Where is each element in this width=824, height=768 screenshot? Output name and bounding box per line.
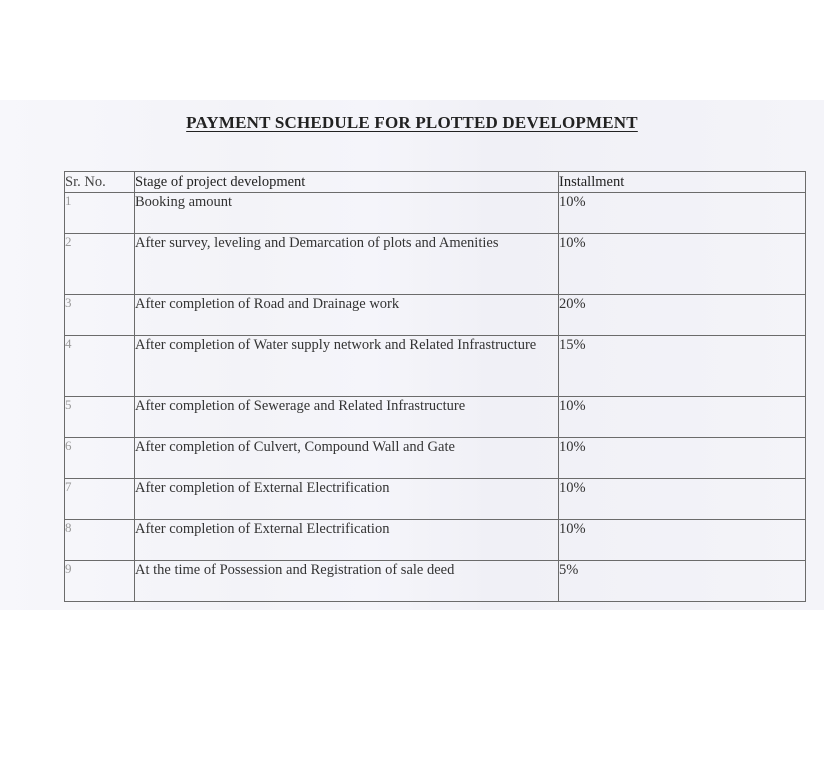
row-stage: After survey, leveling and Demarcation of plots and Amenities [135, 234, 559, 295]
table-row [65, 397, 806, 438]
row-stage: At the time of Possession and Registration of sale deed [135, 561, 559, 602]
row-sr-no: 4 [65, 336, 135, 397]
row-stage: Booking amount [135, 193, 559, 234]
row-sr-no: 5 [65, 397, 135, 438]
row-installment: 10% [559, 520, 806, 561]
table-row [65, 193, 806, 234]
header-installment: Installment [559, 172, 806, 193]
header-stage: Stage of project development [135, 172, 559, 193]
row-stage: After completion of Culvert, Compound Wall and Gate [135, 438, 559, 479]
header-sr-no: Sr. No. [65, 172, 135, 193]
row-stage: After completion of Water supply network and Related Infrastructure [135, 336, 559, 397]
payment-schedule-table [64, 171, 806, 602]
row-installment: 10% [559, 193, 806, 234]
table-header-row [65, 172, 806, 193]
table-row [65, 479, 806, 520]
row-sr-no: 1 [65, 193, 135, 234]
row-stage: After completion of Sewerage and Related Infrastructure [135, 397, 559, 438]
row-installment: 10% [559, 479, 806, 520]
row-sr-no: 7 [65, 479, 135, 520]
row-sr-no: 2 [65, 234, 135, 295]
row-installment: 10% [559, 234, 806, 295]
row-installment: 10% [559, 438, 806, 479]
row-stage: After completion of External Electrification [135, 520, 559, 561]
table-row [65, 438, 806, 479]
row-installment: 5% [559, 561, 806, 602]
row-sr-no: 8 [65, 520, 135, 561]
table-row [65, 295, 806, 336]
row-stage: After completion of External Electrification [135, 479, 559, 520]
table-row [65, 520, 806, 561]
row-sr-no: 9 [65, 561, 135, 602]
row-sr-no: 3 [65, 295, 135, 336]
table-row [65, 336, 806, 397]
row-installment: 15% [559, 336, 806, 397]
document-title: PAYMENT SCHEDULE FOR PLOTTED DEVELOPMENT [186, 113, 638, 132]
row-installment: 20% [559, 295, 806, 336]
row-sr-no: 6 [65, 438, 135, 479]
table-row [65, 234, 806, 295]
table-row [65, 561, 806, 602]
row-installment: 10% [559, 397, 806, 438]
row-stage: After completion of Road and Drainage work [135, 295, 559, 336]
